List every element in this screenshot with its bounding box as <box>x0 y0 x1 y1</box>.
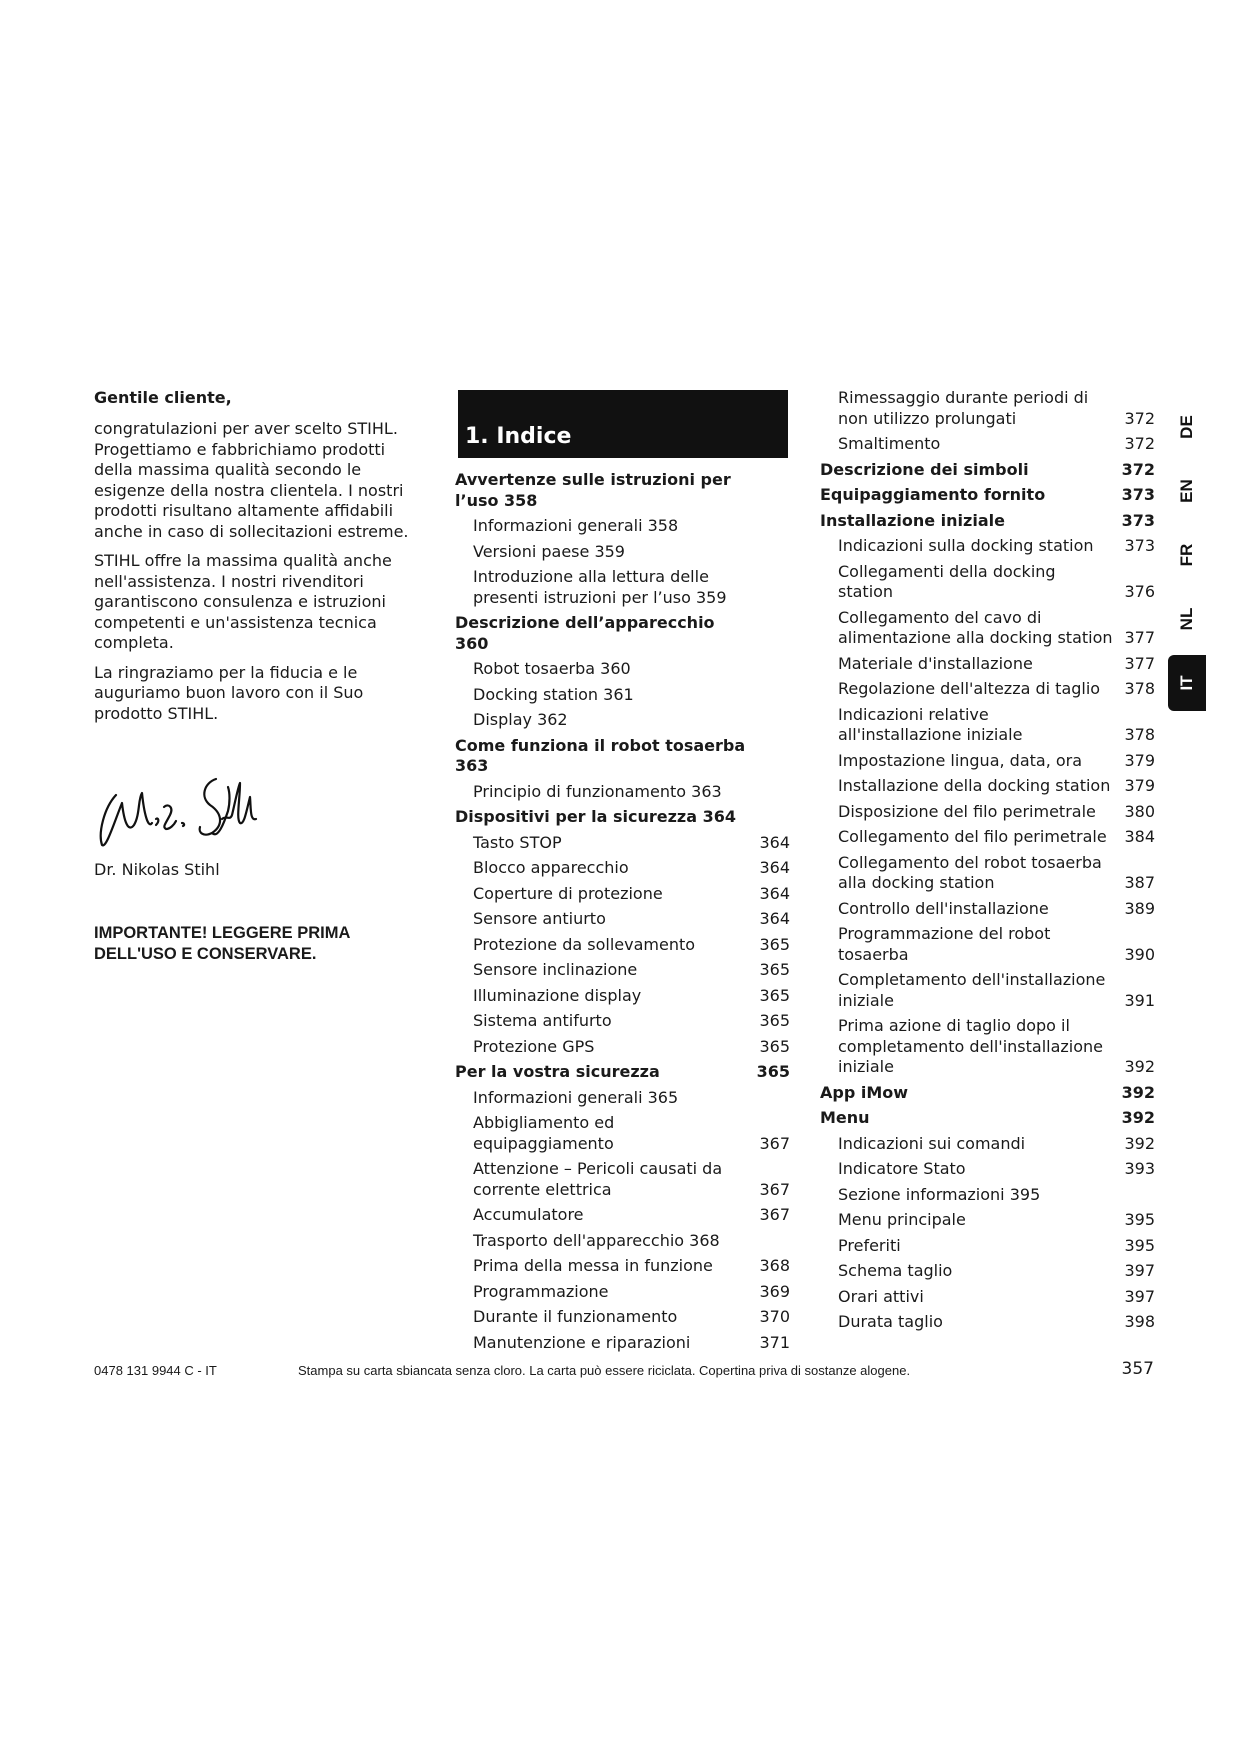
toc-entry-page: 373 <box>1121 510 1155 530</box>
toc-entry-page: 397 <box>1124 1286 1155 1306</box>
toc-entry-title: Collegamento del cavo di alimentazione alla docking station <box>838 607 1113 647</box>
toc-entry <box>455 1037 790 1058</box>
toc-section-entry <box>455 1062 790 1083</box>
toc-entry-title: Trasporto dell'apparecchio 368 <box>473 1230 720 1250</box>
toc-entry-title: Protezione da sollevamento <box>473 934 696 954</box>
language-tab-label: NL <box>1177 607 1196 631</box>
important-notice-line: IMPORTANTE! LEGGERE PRIMA <box>94 924 351 942</box>
toc-entry-page: 364 <box>759 858 790 877</box>
page-number: 357 <box>1121 1359 1154 1379</box>
toc-entry <box>820 562 1155 603</box>
toc-entry <box>455 833 790 854</box>
toc-entry <box>820 1287 1155 1308</box>
toc-entry <box>820 924 1155 965</box>
toc-section-entry <box>820 1083 1155 1104</box>
toc-entry <box>455 685 790 706</box>
language-tab-it[interactable] <box>1168 655 1206 711</box>
toc-entry <box>455 986 790 1007</box>
toc-entry-title: Collegamento del robot tosaerba alla docking station <box>838 852 1102 892</box>
toc-entry-page: 395 <box>1124 1210 1155 1229</box>
toc-entry-title: Impostazione lingua, data, ora <box>838 750 1083 770</box>
greeting: Gentile cliente, <box>94 388 232 407</box>
language-tab-label: FR <box>1177 543 1196 567</box>
toc-entry-title: Protezione GPS <box>473 1036 595 1056</box>
toc-entry-page: 398 <box>1124 1312 1155 1331</box>
toc-entry <box>455 1159 790 1200</box>
toc-section-entry <box>455 807 790 828</box>
toc-entry-title: Indicazioni sui comandi <box>838 1133 1026 1153</box>
toc-entry <box>455 858 790 879</box>
toc-entry <box>455 1282 790 1303</box>
toc-entry-page: 365 <box>759 1036 790 1056</box>
language-tabs <box>1168 395 1206 711</box>
toc-entry-page: 389 <box>1124 898 1155 918</box>
print-note: Stampa su carta sbiancata senza cloro. La carta può essere riciclata. Copertina priva di sostanze alogene. <box>298 1363 911 1378</box>
toc-entry <box>820 802 1155 823</box>
toc-entry-page: 372 <box>1121 459 1155 479</box>
toc-entry-page: 379 <box>1124 776 1155 795</box>
toc-entry <box>455 782 790 803</box>
toc-entry-page: 367 <box>759 1133 790 1153</box>
toc-list <box>455 470 790 1353</box>
toc-entry <box>455 960 790 981</box>
toc-entry <box>820 970 1155 1011</box>
toc-entry-page: 364 <box>759 832 790 852</box>
toc-entry <box>820 654 1155 675</box>
intro-paragraph: congratulazioni per aver scelto STIHL. Progettiamo e fabbrichiamo prodotti della massima qualità secondo le esigenze della nostra clientela. I nostri prodotti risultano altamente affidabili anche in caso di sollecitazioni estreme. <box>94 419 409 541</box>
toc-entry <box>455 1113 790 1154</box>
toc-entry-page: 370 <box>759 1307 790 1326</box>
toc-entry-title: Avvertenze sulle istruzioni per l’uso 358 <box>455 470 731 510</box>
toc-entry <box>455 935 790 956</box>
toc-entry-title: Descrizione dell’apparecchio 360 <box>455 613 715 653</box>
toc-entry-title: Rimessaggio durante periodi di non utilizzo prolungati <box>838 388 1089 428</box>
toc-list <box>820 388 1155 1333</box>
toc-entry <box>820 776 1155 797</box>
toc-entry-page: 384 <box>1124 827 1155 846</box>
toc-entry-title: Sezione informazioni 395 <box>838 1184 1041 1204</box>
toc-entry-page: 373 <box>1121 485 1155 504</box>
toc-entry-page: 365 <box>756 1062 790 1081</box>
toc-entry-title: Sensore inclinazione <box>473 960 638 979</box>
toc-entry <box>820 1312 1155 1333</box>
toc-entry-title: Informazioni generali 365 <box>473 1087 679 1107</box>
toc-entry <box>455 567 790 608</box>
important-notice <box>94 923 424 965</box>
toc-entry-title: Collegamenti della docking station <box>838 561 1056 601</box>
toc-column-2 <box>820 388 1155 1338</box>
toc-entry-page: 392 <box>1124 1057 1155 1076</box>
toc-section-entry <box>820 485 1155 506</box>
language-tab-de[interactable] <box>1168 395 1206 459</box>
toc-entry-page: 368 <box>759 1256 790 1275</box>
toc-entry-page: 364 <box>759 883 790 903</box>
toc-entry-title: Versioni paese 359 <box>473 541 625 561</box>
toc-entry-title: Indicazioni sulla docking station <box>838 536 1094 555</box>
toc-entry-page: 372 <box>1124 434 1155 453</box>
important-notice-line: DELL'USO E CONSERVARE. <box>94 945 317 963</box>
toc-entry-page: 378 <box>1124 725 1155 744</box>
toc-entry <box>455 1205 790 1226</box>
toc-entry-page: 365 <box>759 934 790 954</box>
toc-entry-title: Indicatore Stato <box>838 1159 966 1178</box>
toc-entry-title: Come funziona il robot tosaerba 363 <box>455 735 746 775</box>
toc-entry-title: Docking station 361 <box>473 684 634 704</box>
toc-entry-page: 380 <box>1124 801 1155 821</box>
toc-entry-title: Sistema antifurto <box>473 1011 612 1030</box>
toc-entry-page: 397 <box>1124 1261 1155 1280</box>
signature-image <box>94 763 264 853</box>
toc-entry <box>820 388 1155 429</box>
toc-entry-title: Programmazione del robot tosaerba <box>838 924 1051 964</box>
toc-entry-title: Smaltimento <box>838 434 941 453</box>
footer <box>94 1357 1154 1381</box>
toc-entry-title: Orari attivi <box>838 1286 924 1306</box>
toc-section-entry <box>820 511 1155 532</box>
toc-section-entry <box>820 1108 1155 1129</box>
toc-entry-page: 365 <box>759 1011 790 1030</box>
toc-entry-title: Disposizione del filo perimetrale <box>838 801 1096 821</box>
language-tab-label: DE <box>1177 415 1196 439</box>
toc-entry <box>455 1307 790 1328</box>
toc-entry-title: App iMow <box>820 1082 909 1102</box>
intro-column <box>94 388 424 965</box>
toc-entry-title: Informazioni generali 358 <box>473 516 679 535</box>
intro-paragraph: La ringraziamo per la fiducia e le auguriamo buon lavoro con il Suo prodotto STIHL. <box>94 662 364 723</box>
toc-entry-title: Menu principale <box>838 1210 966 1229</box>
toc-entry-page: 369 <box>759 1281 790 1301</box>
toc-entry-page: 378 <box>1124 679 1155 698</box>
toc-section-entry <box>455 470 790 511</box>
toc-entry-title: Completamento dell'installazione iniziale <box>838 970 1106 1010</box>
toc-entry-page: 373 <box>1124 536 1155 555</box>
toc-entry-title: Sensore antiurto <box>473 909 606 928</box>
toc-entry <box>820 536 1155 557</box>
toc-entry-title: Materiale d'installazione <box>838 653 1033 673</box>
toc-entry <box>820 1261 1155 1282</box>
toc-entry-title: Regolazione dell'altezza di taglio <box>838 679 1101 698</box>
toc-entry <box>455 909 790 930</box>
language-tab-en[interactable] <box>1168 459 1206 523</box>
toc-entry-title: Prima azione di taglio dopo il completamento dell'installazione iniziale <box>838 1016 1104 1076</box>
toc-entry-title: Descrizione dei simboli <box>820 459 1029 479</box>
toc-section-entry <box>820 460 1155 481</box>
toc-entry <box>820 853 1155 894</box>
toc-entry-page: 365 <box>759 985 790 1005</box>
toc-entry <box>820 1016 1155 1078</box>
toc-entry <box>455 884 790 905</box>
toc-entry-title: Durante il funzionamento <box>473 1307 678 1326</box>
toc-entry <box>455 516 790 537</box>
toc-entry <box>820 899 1155 920</box>
toc-entry-title: Durata taglio <box>838 1312 943 1331</box>
toc-entry <box>820 434 1155 455</box>
toc-entry-title: Introduzione alla lettura delle presenti istruzioni per l’uso 359 <box>473 567 727 607</box>
toc-entry-title: Preferiti <box>838 1235 901 1255</box>
toc-entry-title: Dispositivi per la sicurezza 364 <box>455 807 736 826</box>
toc-entry-title: Illuminazione display <box>473 985 642 1005</box>
toc-entry <box>820 751 1155 772</box>
toc-entry-title: Attenzione – Pericoli causati da corrente elettrica <box>473 1159 723 1199</box>
intro-paragraph: STIHL offre la massima qualità anche nell'assistenza. I nostri rivenditori garantiscono consulenza e istruzioni competenti e un'assistenza tecnica completa. <box>94 551 392 652</box>
toc-entry-page: 377 <box>1124 628 1155 647</box>
toc-entry-title: Programmazione <box>473 1281 609 1301</box>
toc-entry-page: 371 <box>759 1332 790 1352</box>
toc-entry <box>820 1185 1155 1206</box>
language-tab-label: EN <box>1177 479 1196 503</box>
language-tab-nl[interactable] <box>1168 587 1206 651</box>
toc-entry-title: Coperture di protezione <box>473 883 663 903</box>
language-tab-fr[interactable] <box>1168 523 1206 587</box>
toc-entry <box>820 827 1155 848</box>
toc-entry-title: Per la vostra sicurezza <box>455 1062 660 1081</box>
toc-entry-title: Accumulatore <box>473 1205 584 1224</box>
toc-entry-page: 392 <box>1121 1082 1155 1102</box>
toc-entry <box>455 659 790 680</box>
toc-entry-title: Manutenzione e riparazioni <box>473 1332 691 1352</box>
toc-header <box>458 390 788 458</box>
language-tab-label: IT <box>1177 675 1196 691</box>
toc-entry <box>820 705 1155 746</box>
toc-entry-title: Equipaggiamento fornito <box>820 485 1046 504</box>
toc-entry-page: 367 <box>759 1205 790 1224</box>
toc-entry-title: Robot tosaerba 360 <box>473 659 631 678</box>
toc-entry-page: 391 <box>1124 990 1155 1010</box>
toc-entry-page: 392 <box>1121 1108 1155 1127</box>
toc-entry <box>455 1256 790 1277</box>
toc-entry <box>820 608 1155 649</box>
toc-entry <box>455 542 790 563</box>
toc-entry-title: Installazione della docking station <box>838 776 1111 795</box>
toc-entry-page: 364 <box>759 909 790 928</box>
document-code: 0478 131 9944 C - IT <box>94 1363 217 1378</box>
toc-section-entry <box>455 736 790 777</box>
toc-entry <box>820 679 1155 700</box>
toc-entry <box>455 710 790 731</box>
toc-entry <box>455 1231 790 1252</box>
toc-entry-title: Abbigliamento ed equipaggiamento <box>473 1113 615 1153</box>
toc-entry-title: Indicazioni relative all'installazione iniziale <box>838 704 1023 744</box>
toc-entry-title: Collegamento del filo perimetrale <box>838 827 1107 846</box>
toc-entry-title: Installazione iniziale <box>820 510 1005 530</box>
toc-entry-page: 365 <box>759 960 790 979</box>
toc-entry-page: 392 <box>1124 1133 1155 1153</box>
toc-entry <box>820 1236 1155 1257</box>
toc-entry-page: 372 <box>1124 408 1155 428</box>
toc-entry <box>820 1134 1155 1155</box>
toc-entry-title: Tasto STOP <box>473 832 562 852</box>
toc-entry-title: Principio di funzionamento 363 <box>473 781 722 801</box>
toc-entry-title: Prima della messa in funzione <box>473 1256 713 1275</box>
toc-section-entry <box>455 613 790 654</box>
toc-entry <box>455 1011 790 1032</box>
signer-name: Dr. Nikolas Stihl <box>94 860 220 879</box>
toc-column-1 <box>455 388 790 1358</box>
toc-entry <box>820 1159 1155 1180</box>
toc-entry-page: 393 <box>1124 1159 1155 1178</box>
toc-entry-page: 367 <box>759 1179 790 1199</box>
toc-entry-page: 387 <box>1124 873 1155 892</box>
toc-entry <box>820 1210 1155 1231</box>
toc-entry-page: 390 <box>1124 944 1155 964</box>
toc-title: 1. Indice <box>465 424 572 449</box>
toc-entry-page: 379 <box>1124 750 1155 770</box>
toc-entry-page: 377 <box>1124 653 1155 673</box>
toc-entry-page: 395 <box>1124 1235 1155 1255</box>
toc-entry-title: Menu <box>820 1108 870 1127</box>
toc-entry-title: Display 362 <box>473 710 568 729</box>
toc-entry-title: Blocco apparecchio <box>473 858 629 877</box>
toc-entry-page: 376 <box>1124 582 1155 601</box>
toc-entry-title: Schema taglio <box>838 1261 953 1280</box>
toc-entry <box>455 1333 790 1354</box>
toc-entry <box>455 1088 790 1109</box>
toc-entry-title: Controllo dell'installazione <box>838 898 1049 918</box>
